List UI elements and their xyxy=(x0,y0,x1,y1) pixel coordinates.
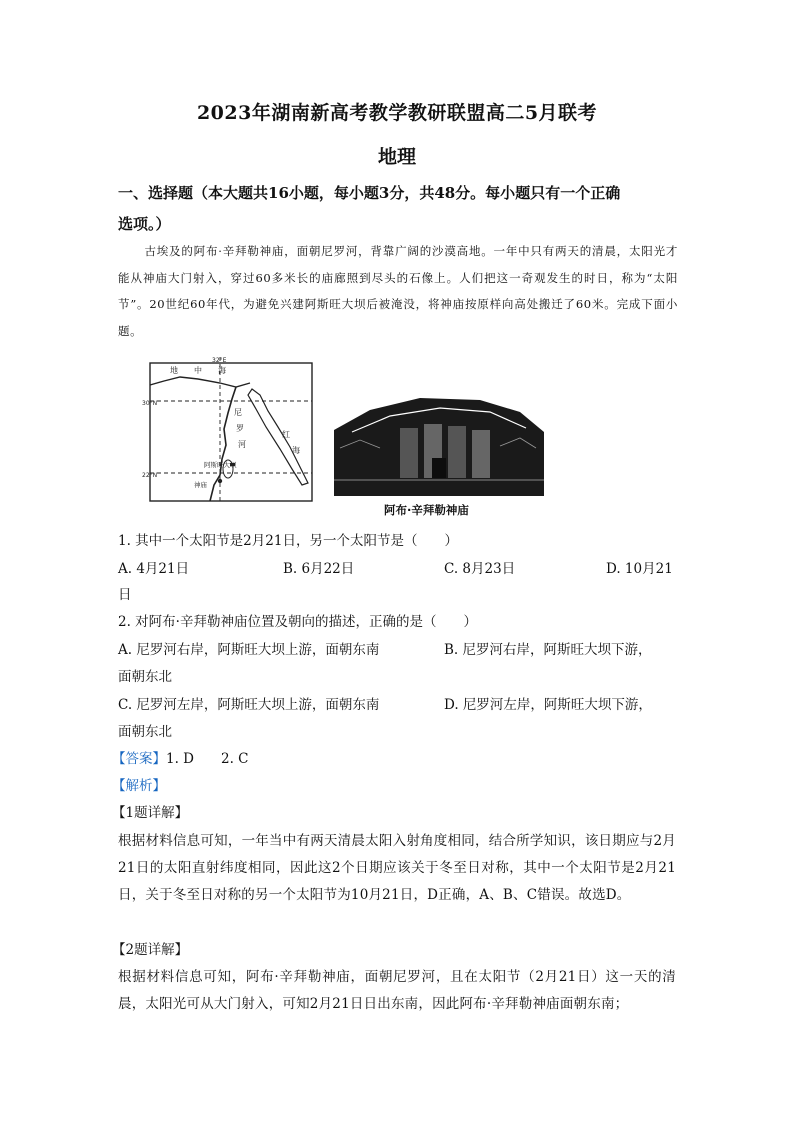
q2-option-c[interactable]: C. 尼罗河左岸，阿斯旺大坝上游，面朝东南 xyxy=(118,697,380,713)
temple-label: 神庙 xyxy=(194,481,207,489)
egypt-map xyxy=(140,355,320,505)
answer-value: 1. D 2. C xyxy=(166,751,249,767)
q2-option-b-cont: 面朝东北 xyxy=(118,669,172,685)
map-label-zhong: 中 xyxy=(194,366,202,375)
question-2-stem: 2. 对阿布·辛拜勒神庙位置及朝向的描述，正确的是（ ） xyxy=(118,614,477,630)
subject-title: 地理 xyxy=(377,146,416,168)
section-heading-line2: 选项。） xyxy=(118,215,171,233)
q2-option-d-cont: 面朝东北 xyxy=(118,724,172,740)
q1-option-d[interactable]: D. 10月21 xyxy=(606,561,673,577)
map-label-luo: 罗 xyxy=(236,424,244,433)
q1-option-a[interactable]: A. 4月21日 xyxy=(118,561,190,577)
temple-photo xyxy=(330,388,548,500)
lat-22-label: 22°N xyxy=(142,472,158,479)
q1-option-d-overflow: 日 xyxy=(118,587,132,603)
section-heading-line1: 一、选择题（本大题共16小题，每小题3分，共48分。每小题只有一个正确 xyxy=(118,184,621,202)
q2-detail-text: 根据材料信息可知，阿布·辛拜勒神庙，面朝尼罗河，且在太阳节（2月21日）这一天的清晨，太阳光可从大门射入，可知2月21日日出东南，因此阿布·辛拜勒神庙面朝东南； xyxy=(118,969,676,1013)
reading-passage: 古埃及的阿布·辛拜勒神庙，面朝尼罗河，背靠广阔的沙漠高地。一年中只有两天的清晨，太阳光才能从神庙大门射入，穿过60多米长的庙廊照到尽头的石像上。人们把这一奇观发生的时日，称为“太阳节”。20世纪60年代，为避免兴建阿斯旺大坝后被淹没，将神庙按原样向高处搬迁了60米。完成下面小题。 xyxy=(118,244,678,338)
map-label-ni: 尼 xyxy=(234,408,242,417)
lon-label: 32°E xyxy=(212,357,227,364)
analysis-tag: 【解析】 xyxy=(112,778,166,794)
map-label-di: 地 xyxy=(170,366,178,375)
q1-detail-text: 根据材料信息可知，一年当中有两天清晨太阳入射角度相同，结合所学知识，该日期应与2月21日的太阳直射纬度相同，因此这2个日期应该关于冬至日对称，其中一个太阳节是2月21日，关于冬至日对称的另一个太阳节为10月21日，D正确，A、B、C错误。故选D。 xyxy=(118,833,676,904)
q2-option-b[interactable]: B. 尼罗河右岸，阿斯旺大坝下游， xyxy=(444,642,652,658)
map-label-hai2: 海 xyxy=(292,446,300,455)
dam-label: 阿斯旺大坝 xyxy=(204,461,237,469)
q1-detail-tag: 【1题详解】 xyxy=(112,805,189,821)
q1-option-c[interactable]: C. 8月23日 xyxy=(444,561,516,577)
question-1-stem: 1. 其中一个太阳节是2月21日，另一个太阳节是（ ） xyxy=(118,533,458,549)
map-label-he: 河 xyxy=(238,440,246,449)
map-label-hai: 海 xyxy=(218,366,226,375)
q2-option-d[interactable]: D. 尼罗河左岸，阿斯旺大坝下游， xyxy=(444,697,652,713)
q1-option-b[interactable]: B. 6月22日 xyxy=(283,561,355,577)
answer-tag: 【答案】 xyxy=(112,751,166,767)
section-heading xyxy=(118,178,678,240)
temple-photo-figure xyxy=(330,388,548,520)
photo-caption: 阿布·辛拜勒神庙 xyxy=(384,503,469,517)
exam-title: 2023年湖南新高考教学教研联盟高二5月联考 xyxy=(196,102,598,124)
q2-option-a[interactable]: A. 尼罗河右岸，阿斯旺大坝上游，面朝东南 xyxy=(118,642,380,658)
map-label-hong: 红 xyxy=(282,430,290,439)
lat-30-label: 30°N xyxy=(142,400,158,407)
answer-line xyxy=(112,746,249,773)
egypt-map-figure xyxy=(140,355,320,505)
q2-detail-tag: 【2题详解】 xyxy=(112,942,189,958)
